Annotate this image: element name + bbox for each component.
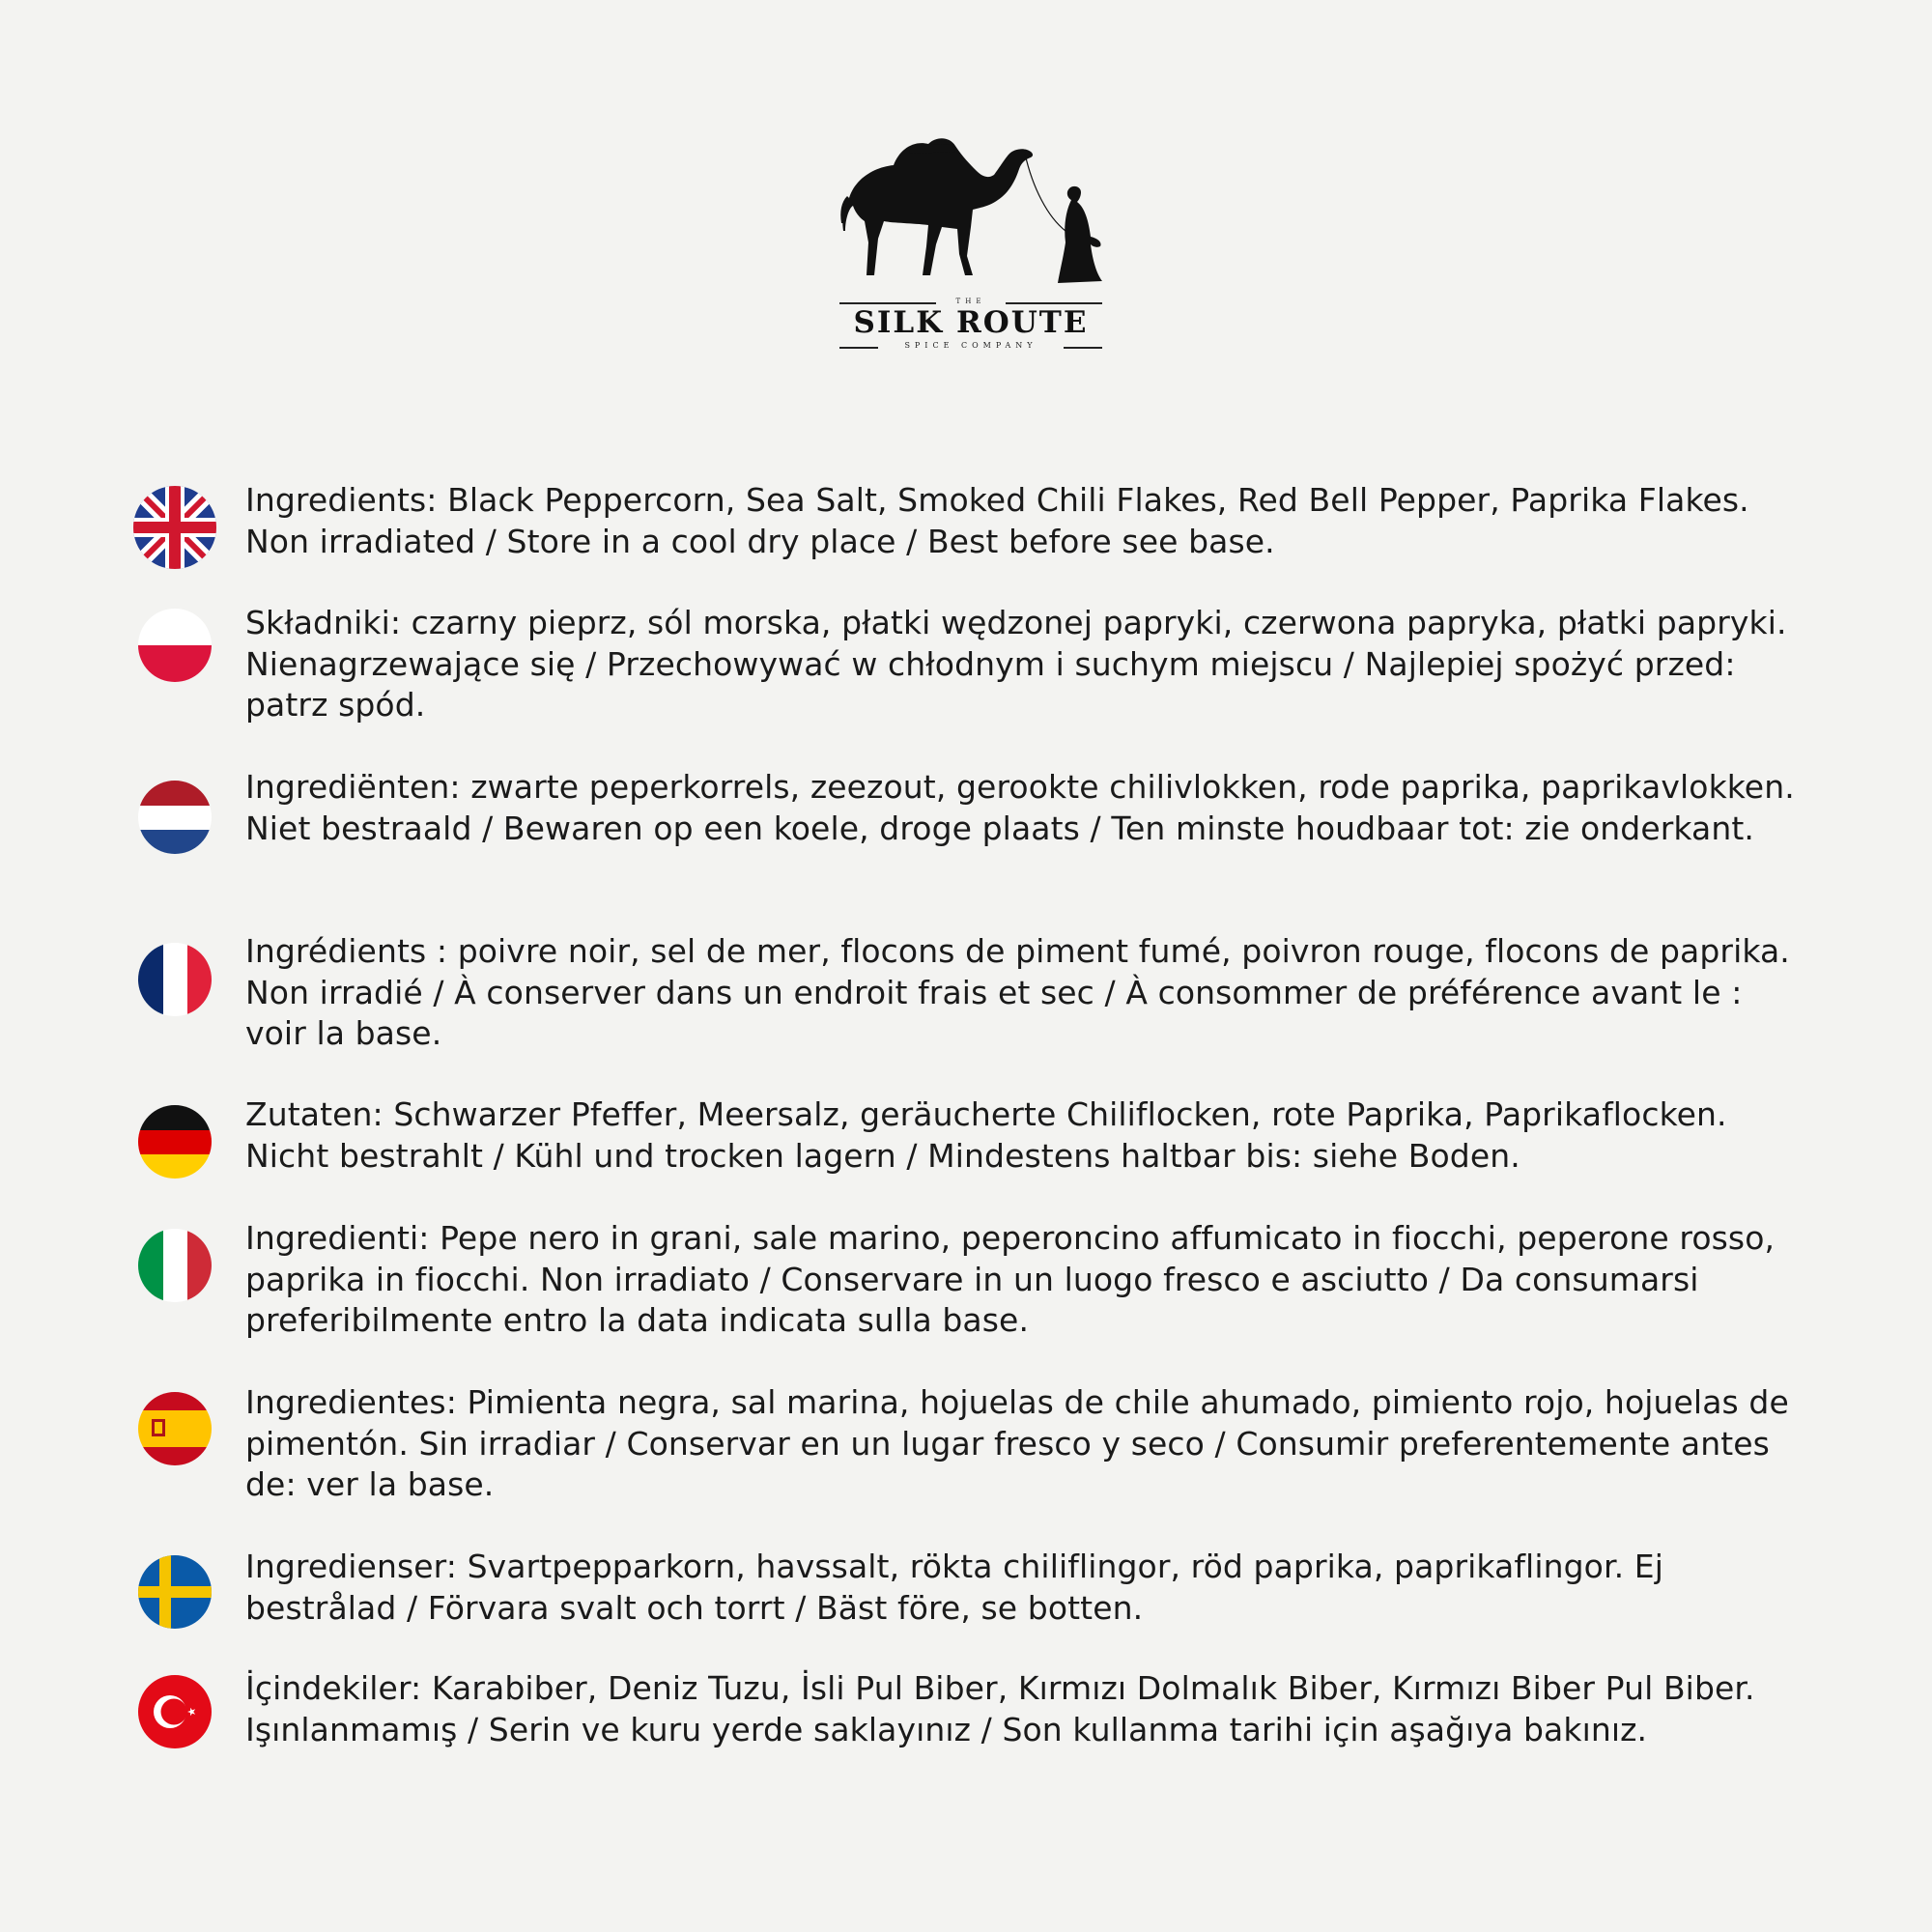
ingredients-text-italian: Ingredienti: Pepe nero in grani, sale marino, peperoncino affumicato in fiocchi, peperone rosso, paprika in fiocchi. Non irradiato / Conservare in un luogo fresco e asciutto / Da consumarsi preferibilmente entro la data indicata sulla base. xyxy=(245,1219,1776,1339)
ingredients-text-french: Ingrédients : poivre noir, sel de mer, flocons de piment fumé, poivron rouge, flocons de paprika. Non irradié / À conserver dans un endroit frais et sec / À consommer de préférence avant le : voir la base. xyxy=(245,932,1790,1052)
ingredients-text-spanish: Ingredientes: Pimienta negra, sal marina, hojuelas de chile ahumado, pimiento rojo, hojuelas de pimentón. Sin irradiar / Conservar en un lugar fresco y seco / Consumir preferentemente antes de: ver la base. xyxy=(245,1383,1789,1503)
ingredients-text-dutch: Ingrediënten: zwarte peperkorrels, zeezout, gerookte chilivlokken, rode paprika, paprikavlokken. Niet bestraald / Bewaren op een koele, droge plaats / Ten minste houdbaar tot: zie onderkant. xyxy=(245,768,1795,847)
camel-and-rider-icon xyxy=(836,130,1106,295)
uk-flag-icon xyxy=(133,486,216,569)
ingredients-text-english: Ingredients: Black Peppercorn, Sea Salt, Smoked Chili Flakes, Red Bell Pepper, Paprika Flakes. Non irradiated / Store in a cool dry place / Best before see base. xyxy=(245,481,1749,560)
ingredients-text-turkish: İçindekiler: Karabiber, Deniz Tuzu, İsli Pul Biber, Kırmızı Dolmalık Biber, Kırmızı Biber Pul Biber. Işınlanmamış / Serin ve kuru yerde saklayınız / Son kullanma tarihi için aşağıya bakınız. xyxy=(245,1669,1755,1748)
spain-flag-icon xyxy=(138,1392,212,1465)
turkey-flag-icon xyxy=(138,1675,212,1748)
sweden-flag-icon xyxy=(138,1555,212,1629)
germany-flag-icon xyxy=(138,1105,212,1179)
france-flag-icon xyxy=(138,943,212,1016)
italy-flag-icon xyxy=(138,1229,212,1302)
brand-small-top: THE xyxy=(955,298,986,305)
brand-name: SILK ROUTE xyxy=(853,305,1089,340)
poland-flag-icon xyxy=(138,609,212,682)
ingredients-text-swedish: Ingredienser: Svartpepparkorn, havssalt, rökta chiliflingor, röd paprika, paprikaflingor. Ej bestrålad / Förvara svalt och torrt / Bäst före, se botten. xyxy=(245,1548,1663,1627)
ingredients-text-german: Zutaten: Schwarzer Pfeffer, Meersalz, geräucherte Chiliflocken, rote Paprika, Paprikaflocken. Nicht bestrahlt / Kühl und trocken lagern / Mindestens haltbar bis: siehe Boden. xyxy=(245,1095,1727,1175)
ingredients-text-polish: Składniki: czarny pieprz, sól morska, płatki wędzonej papryki, czerwona papryka, płatki papryki. Nienagrzewające się / Przechowywać w chłodnym i suchym miejscu / Najlepiej spożyć przed: patrz spód. xyxy=(245,604,1787,724)
netherlands-flag-icon xyxy=(138,781,212,854)
brand-logo xyxy=(836,130,1106,362)
brand-tagline: SPICE COMPANY xyxy=(904,341,1037,350)
